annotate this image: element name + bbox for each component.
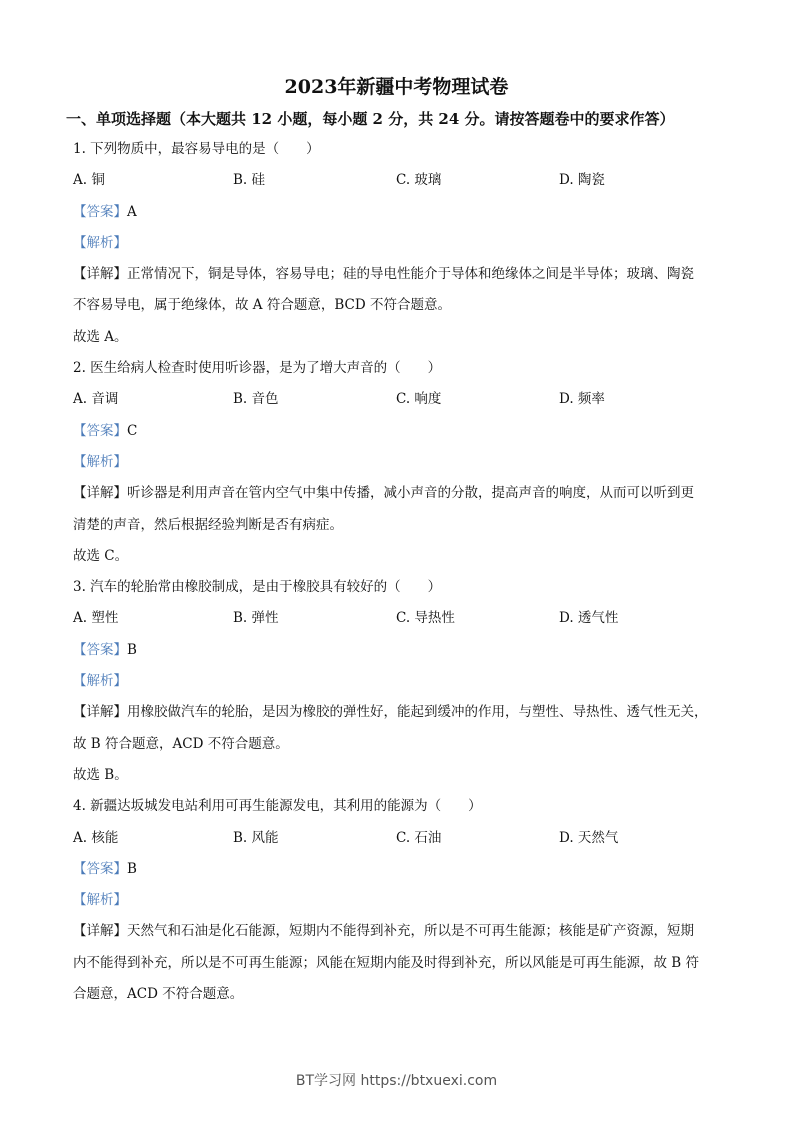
detail-line	[73, 264, 723, 295]
option-a: A. 塑性	[73, 610, 119, 627]
answer-line	[73, 202, 723, 233]
option-c: C. 玻璃	[396, 172, 442, 189]
detail-line	[73, 921, 723, 952]
option-a: A. 核能	[73, 829, 119, 846]
detail-line	[73, 515, 723, 546]
options-row	[73, 389, 723, 420]
question-4	[73, 796, 723, 1015]
option-c: C. 导热性	[396, 610, 455, 627]
option-d: D. 频率	[559, 391, 605, 408]
detail-line	[73, 984, 723, 1015]
detail-text: 正常情况下，铜是导体，容易导电；硅的导电性能介于导体和绝缘体之间是半导体；玻璃、陶瓷	[127, 266, 694, 283]
detail-text: 听诊器是利用声音在管内空气中集中传播，减小声音的分散，提高声音的响度，从而可以听到更	[127, 485, 694, 502]
option-b: B. 音色	[233, 391, 279, 408]
option-a: A. 音调	[73, 391, 119, 408]
option-d: D. 陶瓷	[559, 172, 605, 189]
options-row	[73, 608, 723, 639]
detail-label: 【详解】	[73, 923, 127, 940]
option-a: A. 铜	[73, 172, 105, 189]
answer-value: C	[127, 422, 138, 439]
answer-label: 【答案】	[73, 422, 127, 439]
detail-label: 【详解】	[73, 485, 127, 502]
question-stem: 2. 医生给病人检查时使用听诊器，是为了增大声音的（ ）	[73, 360, 442, 377]
detail-line	[73, 295, 723, 326]
answer-label: 【答案】	[73, 641, 127, 658]
answer-label: 【答案】	[73, 203, 127, 220]
detail-label: 【详解】	[73, 266, 127, 283]
analysis-label: 【解析】	[73, 892, 127, 909]
conclusion: 故选 B。	[73, 766, 128, 783]
questions-body	[73, 139, 723, 1015]
document-title: 2023年新疆中考物理试卷	[284, 76, 509, 98]
detail-label: 【详解】	[73, 704, 127, 721]
option-b: B. 硅	[233, 172, 266, 189]
detail-line	[73, 734, 723, 765]
answer-line	[73, 859, 723, 890]
option-b: B. 弹性	[233, 610, 279, 627]
option-b: B. 风能	[233, 829, 279, 846]
option-c: C. 响度	[396, 391, 442, 408]
options-row	[73, 170, 723, 201]
analysis-label: 【解析】	[73, 673, 127, 690]
answer-line	[73, 421, 723, 452]
detail-text: 天然气和石油是化石能源，短期内不能得到补充，所以是不可再生能源；核能是矿产资源，短期	[127, 923, 694, 940]
answer-value: A	[127, 203, 137, 220]
detail-text: 内不能得到补充，所以是不可再生能源；风能在短期内能及时得到补充，所以风能是可再生能源，故 B 符	[73, 954, 700, 971]
detail-text: 合题意，ACD 不符合题意。	[73, 986, 244, 1003]
question-stem: 3. 汽车的轮胎常由橡胶制成，是由于橡胶具有较好的（ ）	[73, 579, 442, 596]
analysis-label: 【解析】	[73, 453, 127, 470]
option-d: D. 天然气	[559, 829, 619, 846]
detail-line	[73, 702, 723, 733]
analysis-label: 【解析】	[73, 234, 127, 251]
conclusion: 故选 C。	[73, 547, 129, 564]
question-3	[73, 577, 723, 796]
detail-line	[73, 483, 723, 514]
answer-label: 【答案】	[73, 860, 127, 877]
question-2	[73, 358, 723, 577]
section-heading: 一、单项选择题（本大题共 12 小题，每小题 2 分，共 24 分。请按答题卷中的要求作答）	[66, 110, 675, 128]
detail-text: 用橡胶做汽车的轮胎，是因为橡胶的弹性好，能起到缓冲的作用，与塑性、导热性、透气性无关，	[127, 704, 708, 721]
option-c: C. 石油	[396, 829, 442, 846]
detail-text: 故 B 符合题意，ACD 不符合题意。	[73, 735, 289, 752]
conclusion: 故选 A。	[73, 328, 128, 345]
footer-watermark: BT学习网 https://btxuexi.com	[295, 1073, 498, 1089]
answer-line	[73, 640, 723, 671]
detail-line	[73, 953, 723, 984]
detail-text: 清楚的声音，然后根据经验判断是否有病症。	[73, 516, 343, 533]
question-stem: 4. 新疆达坂城发电站利用可再生能源发电，其利用的能源为（ ）	[73, 798, 482, 815]
question-stem: 1. 下列物质中，最容易导电的是（ ）	[73, 141, 320, 157]
answer-value: B	[127, 860, 137, 877]
answer-value: B	[127, 641, 137, 658]
question-1	[73, 139, 723, 358]
option-d: D. 透气性	[559, 610, 619, 627]
detail-text: 不容易导电，属于绝缘体，故 A 符合题意，BCD 不符合题意。	[73, 297, 451, 314]
options-row	[73, 828, 723, 859]
